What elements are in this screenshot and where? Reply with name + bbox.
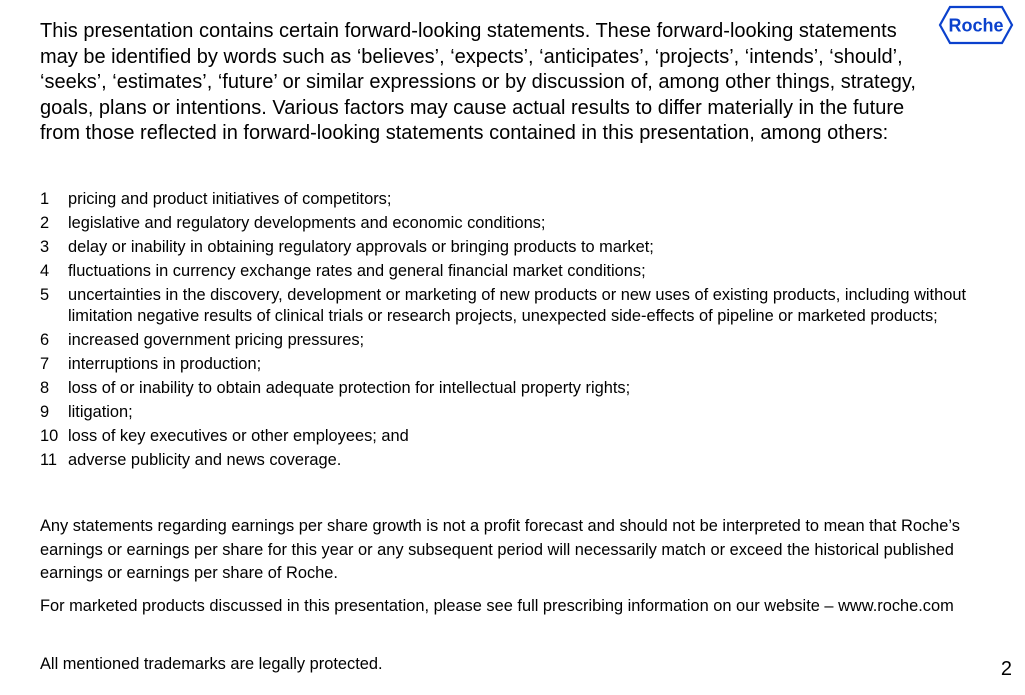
- list-item: [40, 330, 985, 351]
- list-item-number: 11: [40, 451, 58, 469]
- list-item-number: 4: [40, 262, 50, 280]
- list-item-number: 3: [40, 238, 50, 256]
- trademarks-note: All mentioned trademarks are legally protected.: [40, 655, 383, 673]
- list-item-number: 9: [40, 403, 50, 421]
- list-item: [40, 213, 985, 234]
- roche-logo-icon: [938, 5, 1014, 45]
- list-item-text: adverse publicity and news coverage.: [68, 451, 342, 469]
- list-item-text: legislative and regulatory developments and economic conditions;: [68, 214, 546, 232]
- list-item-text: increased government pricing pressures;: [68, 331, 365, 349]
- list-item-text: loss of or inability to obtain adequate protection for intellectual property rights;: [68, 379, 631, 397]
- list-item: [40, 189, 985, 210]
- list-item-text: uncertainties in the discovery, development or marketing of new products or new uses of existing products, including without limitation negative results of clinical trials or research projects, unexpected side-effects of pipeline or marketed products;: [68, 286, 967, 325]
- list-item-text: delay or inability in obtaining regulatory approvals or bringing products to market;: [68, 238, 654, 256]
- list-item-text: loss of key executives or other employees; and: [68, 427, 409, 445]
- list-item-number: 8: [40, 379, 50, 397]
- list-item: [40, 378, 985, 399]
- list-item-text: interruptions in production;: [68, 355, 262, 373]
- list-item: [40, 450, 985, 471]
- list-item: [40, 426, 985, 447]
- list-item-number: 1: [40, 190, 50, 208]
- list-item: [40, 237, 985, 258]
- list-item-text: fluctuations in currency exchange rates and general financial market conditions;: [68, 262, 646, 280]
- list-item: [40, 285, 985, 327]
- list-item: [40, 261, 985, 282]
- list-item-number: 10: [40, 427, 59, 445]
- list-item-number: 6: [40, 331, 50, 349]
- marketed-products-note: For marketed products discussed in this presentation, please see full prescribing information on our website – www.roche.com: [40, 597, 954, 615]
- list-item: [40, 354, 985, 375]
- list-item-text: litigation;: [68, 403, 133, 421]
- list-item-number: 2: [40, 214, 50, 232]
- risk-factor-list: [40, 189, 985, 474]
- page-number: 2: [1000, 658, 1012, 680]
- logo-text: Roche: [948, 15, 1004, 36]
- list-item: [40, 402, 985, 423]
- list-item-number: 7: [40, 355, 50, 373]
- eps-statement: Any statements regarding earnings per share growth is not a profit forecast and should not be interpreted to mean that Roche’s earnings or earnings per share for this year or any subsequent period will necessarily match or exceed the historical published earnings or earnings per share of Roche.: [40, 517, 960, 582]
- intro-paragraph: This presentation contains certain forward-looking statements. These forward-looking statements may be identified by words such as ‘believes’, ‘expects’, ‘anticipates’, ‘projects’, ‘intends’, ‘should’, ‘seeks’, ‘estimates’, ‘future’ or similar expressions or by discussion of, among other things, strategy, goals, plans or intentions. Various factors may cause actual results to differ materially in the future from those reflected in forward-looking statements contained in this presentation, among others:: [40, 20, 916, 145]
- list-item-text: pricing and product initiatives of competitors;: [68, 190, 392, 208]
- list-item-number: 5: [40, 286, 50, 304]
